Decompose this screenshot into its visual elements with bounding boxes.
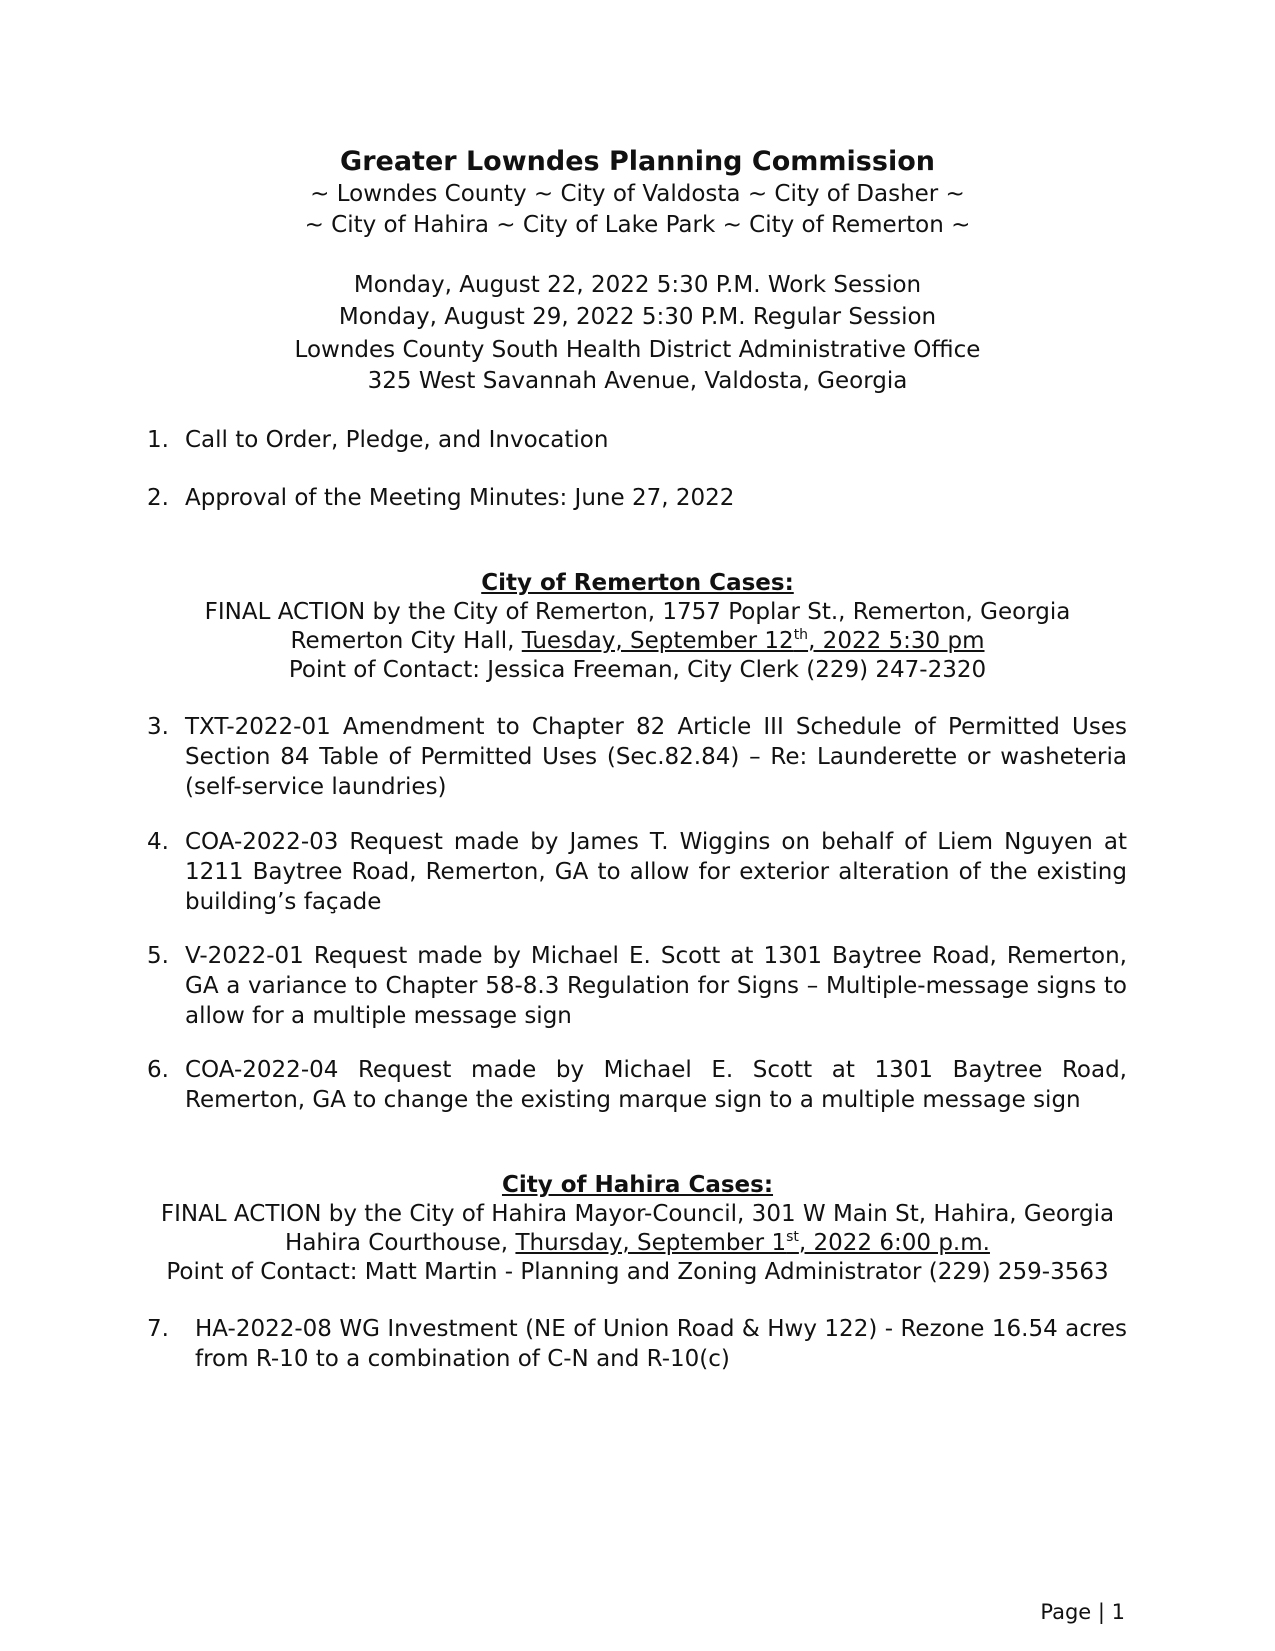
agenda-item-number: 7. bbox=[147, 1316, 169, 1342]
agenda-item-number: 6. bbox=[147, 1057, 169, 1083]
agenda-item-number: 4. bbox=[147, 829, 169, 855]
remerton-contact: Point of Contact: Jessica Freeman, City Clerk (229) 247-2320 bbox=[288, 657, 987, 683]
work-session-line: Monday, August 22, 2022 5:30 P.M. Work Session bbox=[353, 272, 922, 298]
agenda-item-number: 2. bbox=[147, 485, 169, 511]
agenda-item-5 bbox=[147, 941, 1127, 1031]
agenda-item-3 bbox=[147, 712, 1127, 802]
agenda-item-text: HA-2022-08 WG Investment (NE of Union Road & Hwy 122) - Rezone 16.54 acres from R-10 to a combination of C-N and R-10(c) bbox=[195, 1316, 1127, 1372]
agenda-item-number: 5. bbox=[147, 943, 169, 969]
hahira-meeting-line bbox=[0, 1227, 1275, 1259]
hahira-courthouse: Hahira Courthouse, bbox=[285, 1230, 516, 1256]
remerton-section-heading: City of Remerton Cases: bbox=[481, 570, 794, 596]
remerton-date-suffix: th bbox=[793, 627, 809, 643]
agenda-item-text: V-2022-01 Request made by Michael E. Scott at 1301 Baytree Road, Remerton, GA a variance to Chapter 58-8.3 Regulation for Signs – Multiple-message signs to allow for a multiple message sign bbox=[185, 943, 1127, 1029]
agenda-item-text: Call to Order, Pledge, and Invocation bbox=[185, 427, 609, 453]
hahira-contact: Point of Contact: Matt Martin - Planning and Zoning Administrator (229) 259-3563 bbox=[166, 1259, 1109, 1285]
agenda-item-4 bbox=[147, 827, 1127, 917]
location-name-line: Lowndes County South Health District Administrative Office bbox=[294, 337, 981, 363]
remerton-date-year-time: , 2022 5:30 pm bbox=[808, 628, 985, 654]
agenda-item-text: COA-2022-03 Request made by James T. Wiggins on behalf of Liem Nguyen at 1211 Baytree Road, Remerton, GA to allow for exterior alteration of the existing building’s façade bbox=[185, 829, 1127, 915]
regular-session-line: Monday, August 29, 2022 5:30 P.M. Regular Session bbox=[338, 304, 937, 330]
hahira-section-heading: City of Hahira Cases: bbox=[501, 1172, 774, 1198]
agenda-item-7 bbox=[147, 1314, 1127, 1374]
agenda-item-2 bbox=[147, 483, 1127, 513]
agenda-item-number: 3. bbox=[147, 714, 169, 740]
agenda-item-text: TXT-2022-01 Amendment to Chapter 82 Article III Schedule of Permitted Uses Section 84 Table of Permitted Uses (Sec.82.84) – Re: Launderette or washeteria (self-service laundries) bbox=[185, 714, 1127, 800]
hahira-date-year-time: , 2022 6:00 p.m. bbox=[798, 1230, 990, 1256]
hahira-date-main: Thursday, September 1 bbox=[515, 1230, 787, 1256]
hahira-date-suffix: st bbox=[786, 1229, 799, 1245]
remerton-final-action: FINAL ACTION by the City of Remerton, 1757 Poplar St., Remerton, Georgia bbox=[204, 599, 1071, 625]
remerton-date-main: Tuesday, September 12 bbox=[521, 628, 794, 654]
hahira-meeting-date bbox=[515, 1230, 990, 1256]
remerton-meeting-date bbox=[522, 628, 985, 654]
agenda-item-text: Approval of the Meeting Minutes: June 27, 2022 bbox=[185, 485, 735, 511]
jurisdictions-line-1: ~ Lowndes County ~ City of Valdosta ~ City of Dasher ~ bbox=[310, 181, 965, 207]
jurisdictions-line-2: ~ City of Hahira ~ City of Lake Park ~ City of Remerton ~ bbox=[304, 212, 971, 238]
agenda-item-6 bbox=[147, 1055, 1127, 1115]
location-address-line: 325 West Savannah Avenue, Valdosta, Georgia bbox=[367, 368, 908, 394]
remerton-hall: Remerton City Hall, bbox=[290, 628, 522, 654]
hahira-final-action: FINAL ACTION by the City of Hahira Mayor-Council, 301 W Main St, Hahira, Georgia bbox=[160, 1201, 1115, 1227]
agenda-item-text: COA-2022-04 Request made by Michael E. Scott at 1301 Baytree Road, Remerton, GA to change the existing marque sign to a multiple message sign bbox=[185, 1057, 1127, 1113]
remerton-meeting-line bbox=[0, 625, 1275, 657]
page-number: Page | 1 bbox=[1040, 1600, 1125, 1624]
agenda-item-1 bbox=[147, 425, 1127, 455]
document-title: Greater Lowndes Planning Commission bbox=[340, 146, 935, 177]
agenda-item-number: 1. bbox=[147, 427, 169, 453]
